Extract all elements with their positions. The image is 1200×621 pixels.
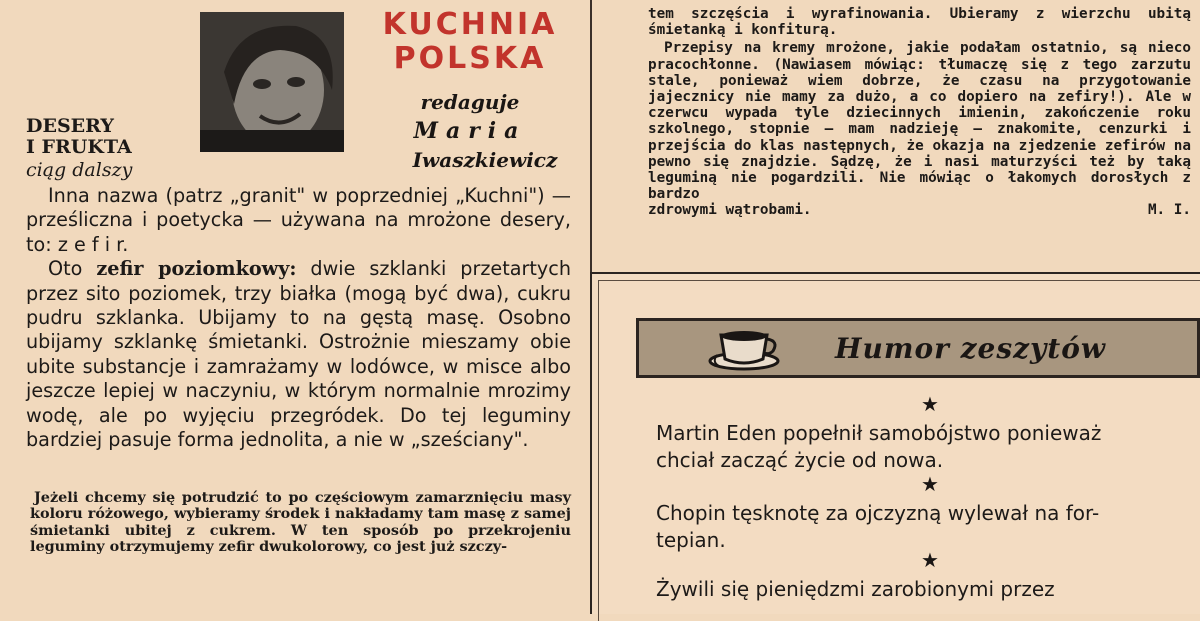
joke-2-line-1: Chopin tęsknotę za ojczyzną wylewał na for- [656,501,1100,525]
closing-last-line: zdrowymi wątrobami. [648,202,812,219]
portrait-image [200,12,344,152]
article-paragraph-3: Jeżeli chcemy się potrudzić to po częściowym zamarznięciu masy koloru różowego, wybieramy środek i nakładamy tam masę z samej śmietanki ubitej z cukrem. W ten sposób po przekrojeniu leguminy otrzymujemy zefir dwukolorowy, co jest już szczy- [30,489,571,556]
joke-2 [656,500,1200,554]
article-body [26,184,571,452]
continuation-paragraph: tem szczęścia i wyrafinowania. Ubieramy z wierzchu ubitą śmietanką i konfiturą. [648,6,1191,39]
article-paragraph-2 [26,257,571,452]
section-title-line-1: DESERY [26,115,114,137]
joke-1-line-2: chciał zacząć życie od nowa. [656,448,944,472]
article-small-print [30,490,571,556]
masthead-line-1: KUCHNIA [382,7,558,42]
joke-1 [656,420,1200,474]
column-masthead [360,8,580,76]
cup-icon [707,325,781,371]
article-paragraph-1: Inna nazwa (patrz „granit" w poprzedniej „Kuchni") — prześliczna i poetycka — używana na mrożone desery, to: z e f i r. [26,184,571,256]
joke-2-line-2: tepian. [656,528,726,552]
joke-3-line-1: Żywili się pieniędzmi zarobionymi przez [656,577,1055,601]
joke-1-line-1: Martin Eden popełnił samobójstwo ponieważ [656,421,1102,445]
paragraph-2-text: dwie szklanki przetartych przez sito poziomek, trzy białka (mogą być dwa), cukru pudru szklanka. Ubijamy to na gęstą masę. Osobno ubijamy szklankę śmietanki. Ostrożnie mieszamy obie ubite substancje i zamrażamy w lodówce, w misce albo jeszcze lepiej w naczyniu, w którym normalnie mrozimy wodę, ale po wyjęciu przegródek. Do tej leguminy bardziej pasuje forma jednolita, a nie w „sześciany". [26,257,571,452]
closing-line [648,202,1191,218]
joke-3 [656,576,1200,603]
paragraph-2-lead: Oto [48,257,97,281]
editor-last-name: Iwaszkiewicz [412,148,558,172]
separator-star-3: ★ [921,548,939,572]
separator-star-2: ★ [921,472,939,496]
section-title-line-2: I FRUKTA [26,136,132,158]
article-continuation [648,6,1191,219]
humor-title: Humor zeszytów [835,332,1106,365]
closing-paragraph: Przepisy na kremy mrożone, jakie podałam ostatnio, są nieco pracochłonne. (Nawiasem mówiąc: tłumaczę się z tego zarzutu stale, ponieważ wiem dobrze, że czasu na przygotowanie jajecznicy nie mamy za dużo, a co dopiero na zefiry!). Ale w czerwcu wypada tyle dziecinnych imienin, zakończenie roku szkolnego, stopnie — mam nadzieję — znakomite, cenzurki i przejścia do klas następnych, że okazja na zjedzenie zefirów na pewno się znajdzie. Sądzę, że i nasi maturzyści też by taką leguminą nie pogardzili. Nie mówiąc o łakomych dorosłych z bardzo [648,40,1191,203]
masthead-line-2: POLSKA [393,41,547,76]
section-title [26,116,132,158]
author-signature: M. I. [1147,202,1191,219]
recipe-name: zefir poziomkowy: [96,257,297,281]
humor-banner [636,318,1200,378]
separator-star-1: ★ [921,392,939,416]
editor-credit [360,88,580,174]
section-subtitle: ciąg dalszy [26,159,133,181]
editor-first-name: Maria [413,118,527,144]
author-portrait-photo [200,12,344,152]
editor-credit-verb: redaguje [420,90,520,114]
